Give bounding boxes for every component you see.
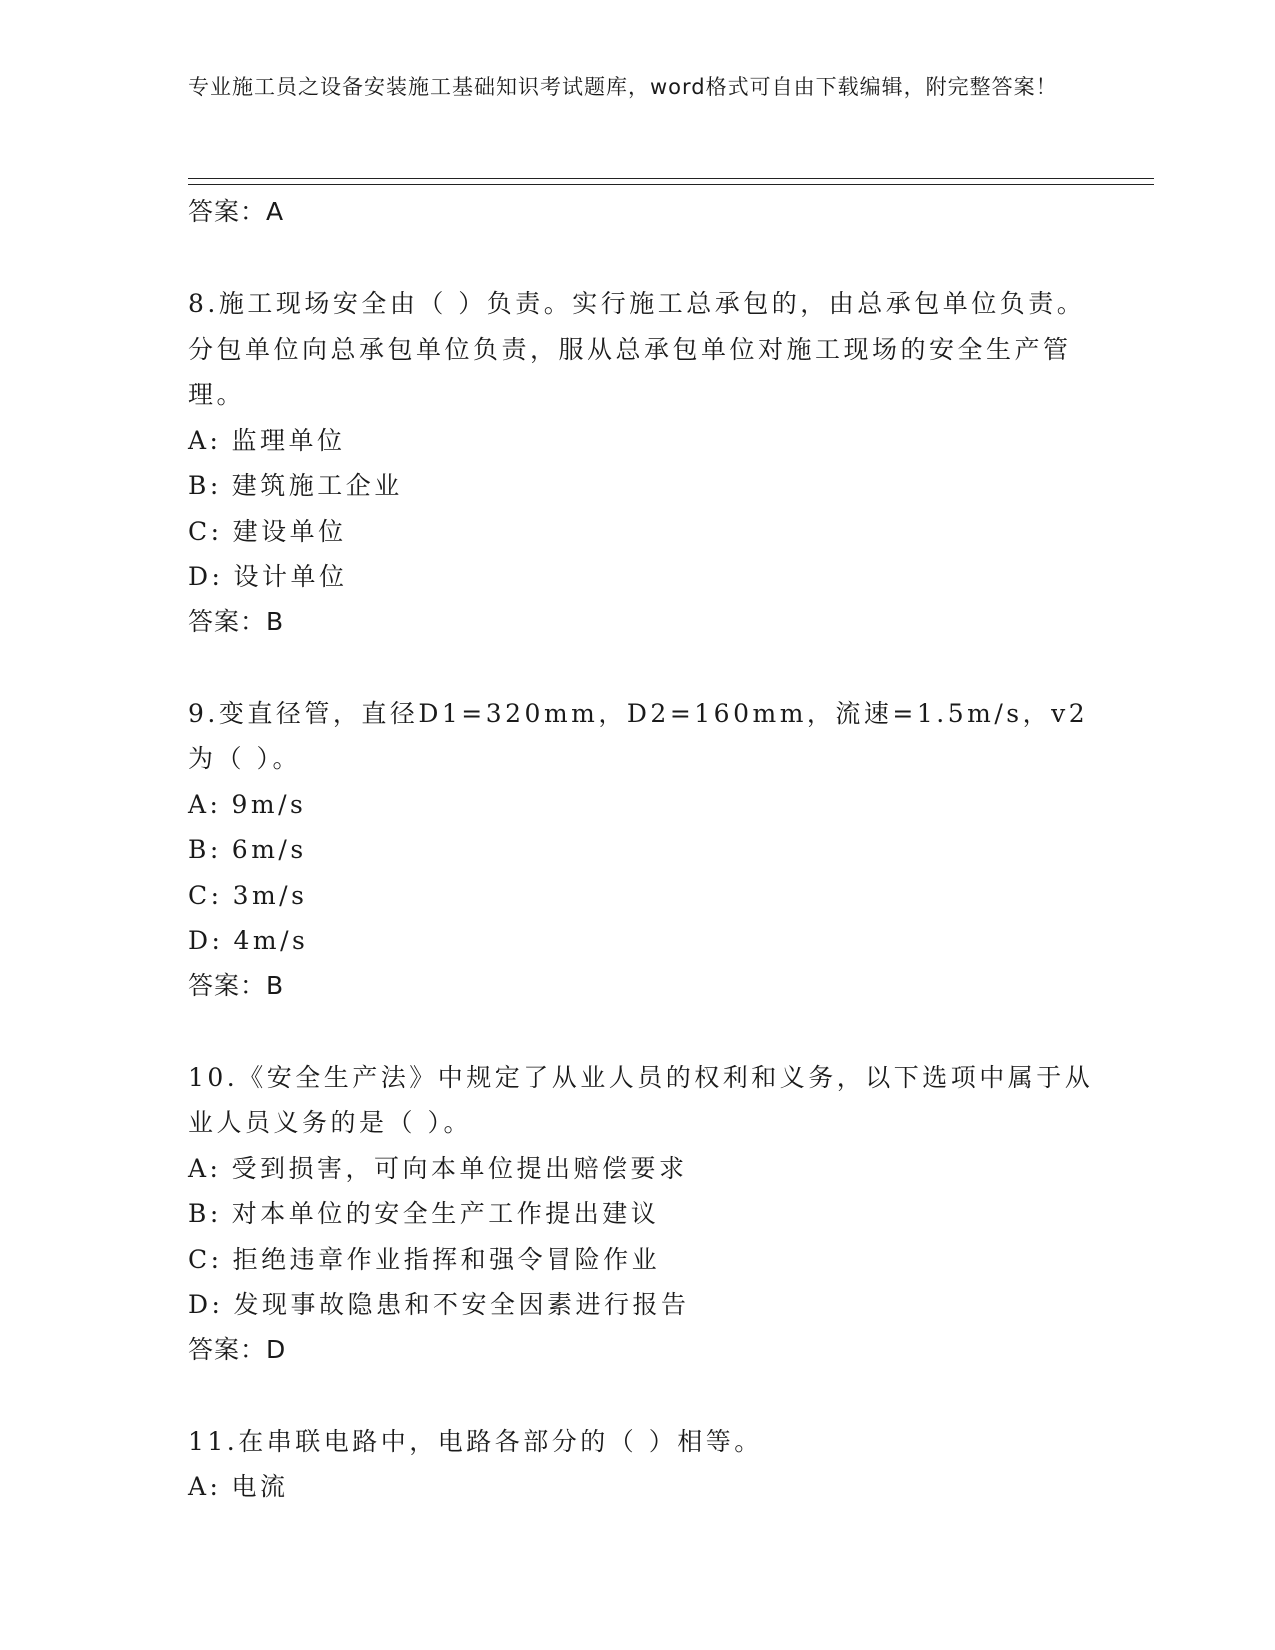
question-stem: 11.在串联电路中，电路各部分的（ ）相等。 xyxy=(188,1426,763,1456)
option-a xyxy=(188,418,1108,464)
option-c xyxy=(188,873,1108,919)
answer-line: 答案：B xyxy=(188,606,285,636)
option-text: 拒绝违章作业指挥和强令冒险作业 xyxy=(232,1244,661,1274)
option-letter: A: xyxy=(188,1153,222,1183)
option-text: 建设单位 xyxy=(232,516,347,546)
header-divider-top xyxy=(188,178,1154,179)
option-a xyxy=(188,1464,1108,1510)
option-text: 6m/s xyxy=(231,835,307,864)
answer-line: 答案：D xyxy=(188,1334,287,1364)
option-text: 9m/s xyxy=(231,789,307,819)
header-divider-bottom xyxy=(188,184,1154,185)
option-d xyxy=(188,554,1108,600)
option-text: 受到损害，可向本单位提出赔偿要求 xyxy=(231,1153,688,1183)
question-item xyxy=(188,1419,1108,1510)
option-text: 电流 xyxy=(231,1472,289,1501)
option-text: 对本单位的安全生产工作提出建议 xyxy=(231,1199,660,1228)
option-a xyxy=(188,782,1108,828)
question-item xyxy=(188,281,1108,644)
option-letter: D: xyxy=(188,562,224,591)
option-letter: A: xyxy=(188,425,222,455)
option-c xyxy=(188,509,1108,555)
option-text: 设计单位 xyxy=(233,562,348,591)
question-stem: 9.变直径管，直径D1=320mm，D2=160mm，流速=1.5m/s，v2为（ ）。 xyxy=(188,698,1089,773)
option-letter: B: xyxy=(188,471,222,500)
option-b xyxy=(188,827,1108,873)
option-a xyxy=(188,1146,1108,1192)
option-b xyxy=(188,463,1108,509)
question-list xyxy=(188,190,1108,1510)
option-text: 3m/s xyxy=(232,880,308,910)
option-b xyxy=(188,1191,1108,1237)
answer-line: 答案：A xyxy=(188,197,285,226)
option-letter: B: xyxy=(188,835,222,864)
option-d xyxy=(188,1282,1108,1328)
option-letter: A: xyxy=(188,1472,222,1501)
answer-line: 答案：B xyxy=(188,970,285,1000)
option-letter: D: xyxy=(188,926,224,955)
question-stem: 8.施工现场安全由（ ）负责。实行施工总承包的，由总承包单位负责。分包单位向总承包单位负责，服从总承包单位对施工现场的安全生产管理。 xyxy=(188,289,1086,409)
option-text: 发现事故隐患和不安全因素进行报告 xyxy=(233,1290,690,1319)
option-letter: D: xyxy=(188,1290,224,1319)
option-c xyxy=(188,1237,1108,1283)
option-letter: C: xyxy=(188,516,223,546)
option-text: 4m/s xyxy=(233,926,309,955)
option-letter: A: xyxy=(188,789,222,819)
document-header: 专业施工员之设备安装施工基础知识考试题库，word格式可自由下载编辑，附完整答案！ xyxy=(188,75,1058,99)
question-stem: 10.《安全生产法》中规定了从业人员的权利和义务，以下选项中属于从业人员义务的是（ ）。 xyxy=(188,1062,1094,1137)
option-text: 监理单位 xyxy=(231,425,346,455)
option-letter: C: xyxy=(188,1244,223,1274)
option-text: 建筑施工企业 xyxy=(231,471,403,500)
option-letter: B: xyxy=(188,1199,222,1228)
option-letter: C: xyxy=(188,880,223,910)
option-d xyxy=(188,918,1108,964)
question-item xyxy=(188,691,1108,1008)
question-item xyxy=(188,1055,1108,1372)
